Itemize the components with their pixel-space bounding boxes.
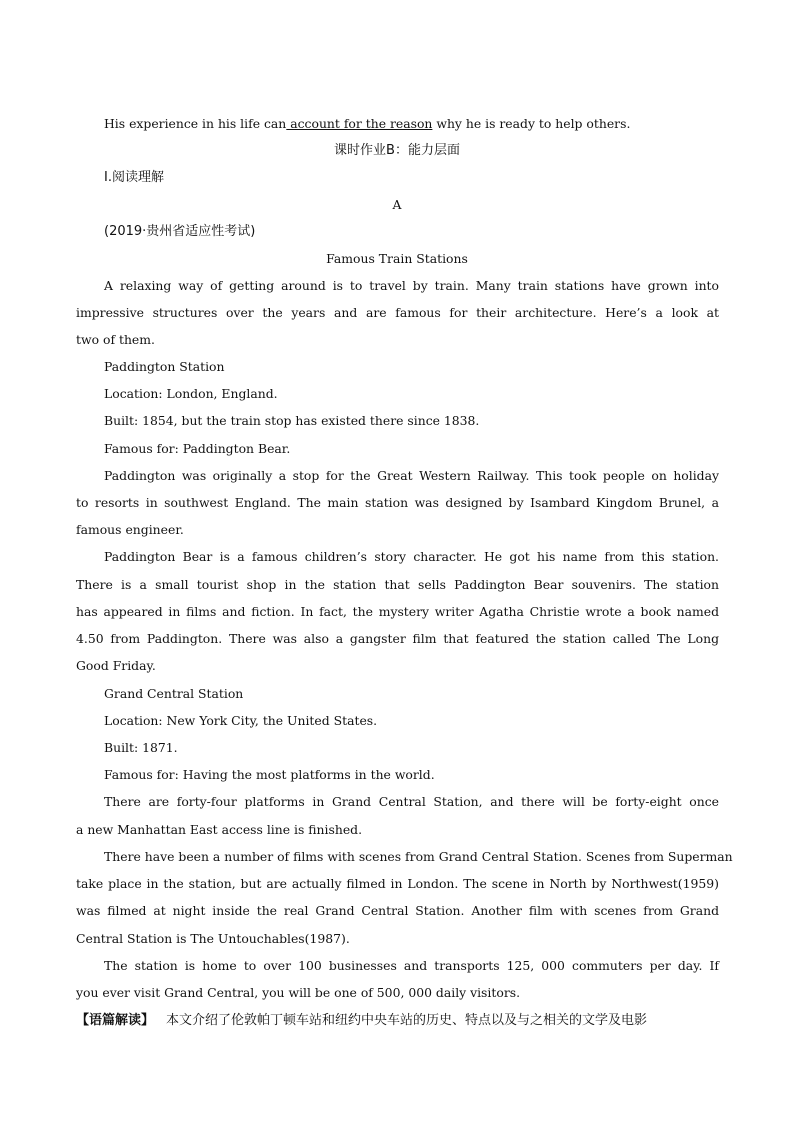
passage-line: was filmed at night inside the real Grand Central Station. Another film with scenes from Grand (76, 903, 719, 918)
passage-line: The station is home to over 100 businesses and transports 125, 000 commuters per day. If (104, 958, 719, 973)
source-note: (2019·贵州省适应性考试) (104, 224, 256, 239)
analysis-note (76, 1012, 719, 1030)
intro-text-after: why he is ready to help others. (432, 116, 631, 131)
passage-line: a new Manhattan East access line is finished. (76, 822, 363, 837)
passage-line: impressive structures over the years and are famous for their architecture. Here’s a look at (76, 305, 719, 320)
passage-line: Paddington Bear is a famous children’s story character. He got his name from this station. (104, 549, 719, 564)
passage-title: Famous Train Stations (326, 251, 468, 266)
station-built: Built: 1854, but the train stop has existed there since 1838. (104, 413, 480, 428)
passage-line: famous engineer. (76, 522, 184, 537)
analysis-text: 本文介绍了伦敦帕丁顿车站和纽约中央车站的历史、特点以及与之相关的文学及电影 (166, 1013, 648, 1028)
station-heading: Grand Central Station (104, 686, 244, 701)
passage-line: 4.50 from Paddington. There was also a gangster film that featured the station called The Long (76, 631, 719, 646)
part-heading: Ⅰ.阅读理解 (104, 170, 164, 185)
passage-line: There is a small tourist shop in the station that sells Paddington Bear souvenirs. The station (76, 577, 719, 592)
intro-text-before: His experience in his life can (104, 116, 287, 131)
passage-line: Central Station is The Untouchables(1987). (76, 931, 350, 946)
passage-line: to resorts in southwest England. The main station was designed by Isambard Kingdom Brunel, a (76, 495, 719, 510)
station-famous-for: Famous for: Paddington Bear. (104, 441, 291, 456)
passage-line: Good Friday. (76, 658, 156, 673)
passage-line: two of them. (76, 332, 155, 347)
station-location: Location: London, England. (104, 386, 278, 401)
station-built: Built: 1871. (104, 740, 178, 755)
passage-letter: A (392, 197, 402, 212)
station-location: Location: New York City, the United States. (104, 713, 378, 728)
passage-line: A relaxing way of getting around is to travel by train. Many train stations have grown into (104, 278, 719, 293)
station-famous-for: Famous for: Having the most platforms in the world. (104, 767, 435, 782)
analysis-label: 【语篇解读】 (76, 1013, 155, 1028)
passage-line: take place in the station, but are actually filmed in London. The scene in North by Northwest(1959) (76, 876, 719, 891)
section-title: 课时作业B：能力层面 (334, 143, 460, 158)
passage-line: There are forty-four platforms in Grand Central Station, and there will be forty-eight once (104, 794, 719, 809)
intro-sentence (104, 115, 719, 133)
passage-line: Paddington was originally a stop for the Great Western Railway. This took people on holiday (104, 468, 719, 483)
station-heading: Paddington Station (104, 359, 225, 374)
passage-line: has appeared in films and fiction. In fact, the mystery writer Agatha Christie wrote a book named (76, 604, 719, 619)
passage-line: you ever visit Grand Central, you will be one of 500, 000 daily visitors. (76, 985, 521, 1000)
intro-underlined-phrase: account for the reason (286, 116, 433, 131)
passage-line: There have been a number of films with scenes from Grand Central Station. Scenes from Superman (104, 849, 733, 864)
